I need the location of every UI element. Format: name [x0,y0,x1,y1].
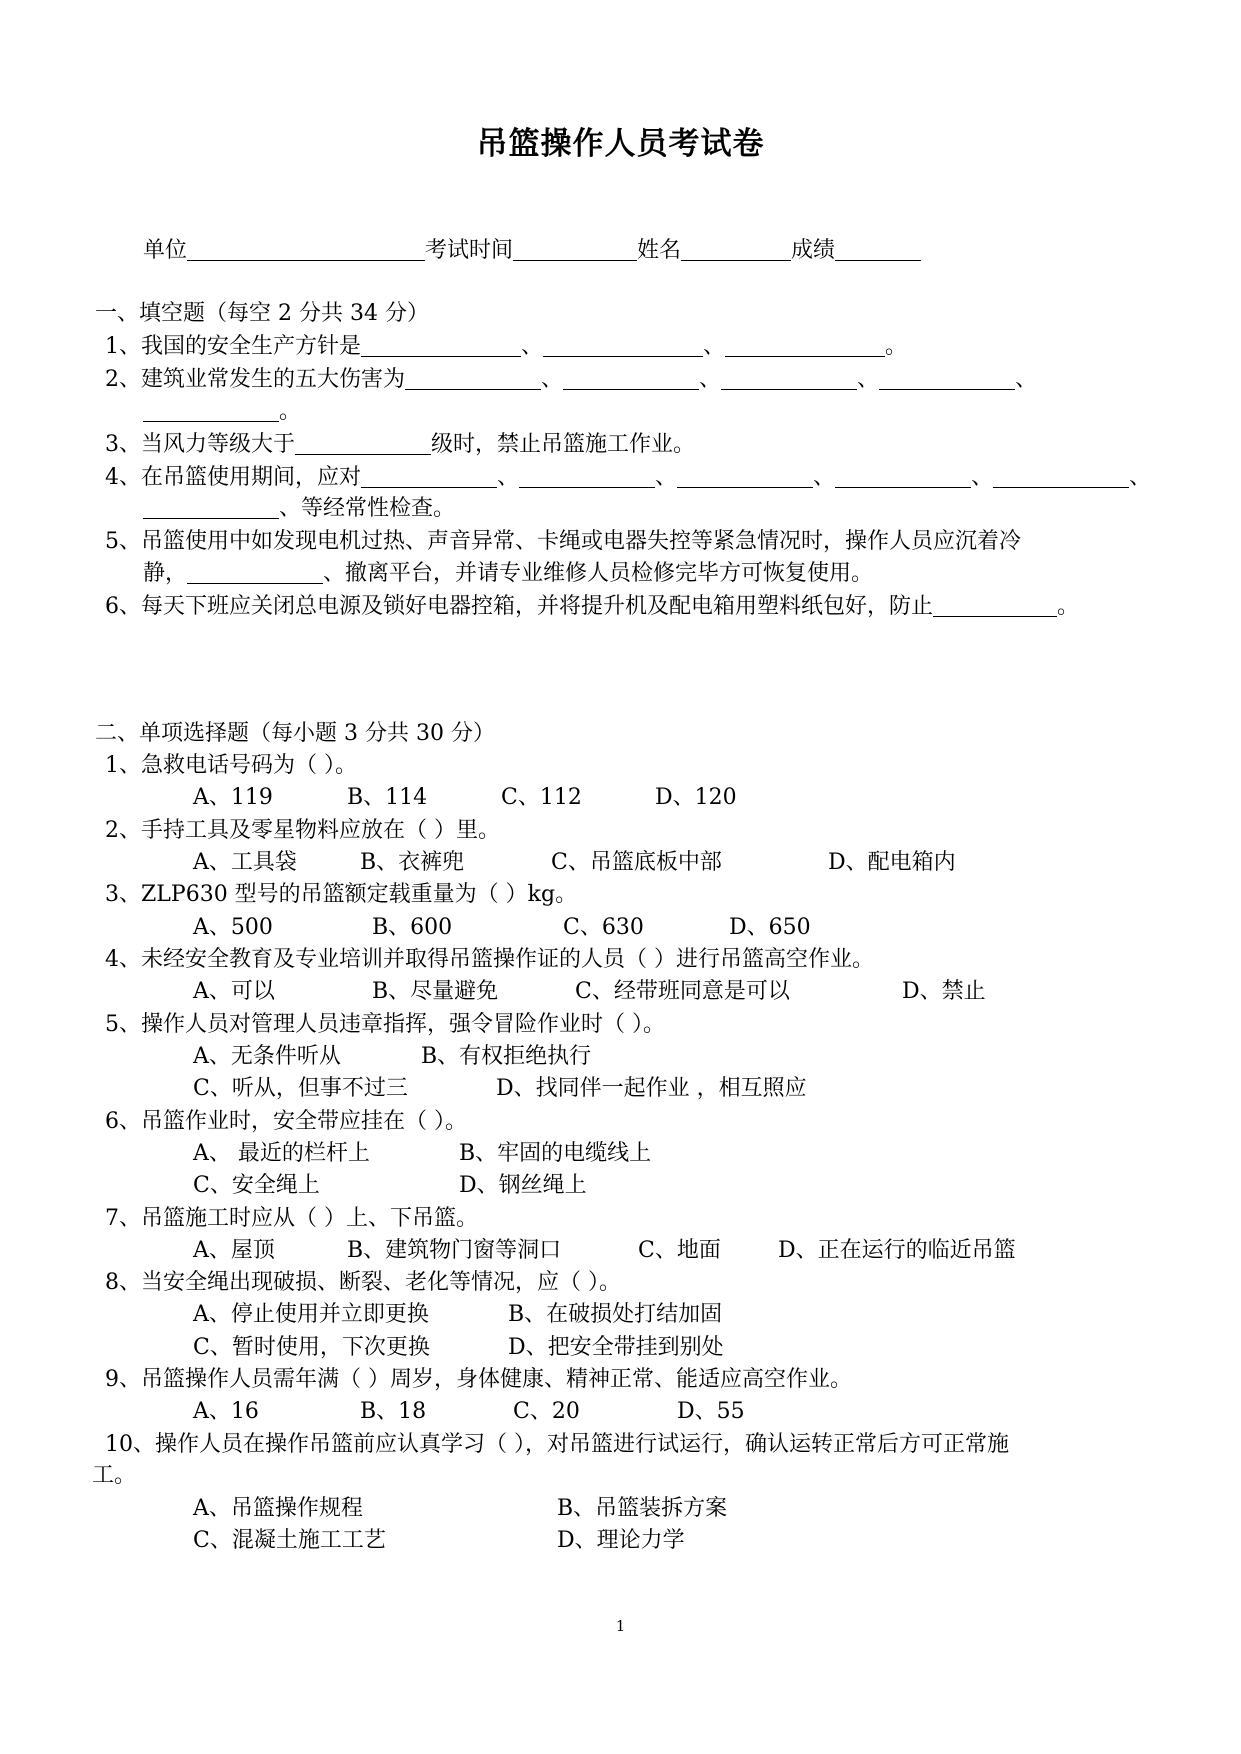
question-number: 4、 [105,465,141,490]
option[interactable]: D、正在运行的临近吊篮 [778,1238,1016,1263]
exam-time-field[interactable] [513,238,637,261]
answer-blank[interactable] [187,561,323,584]
s1-question-2 [105,365,1037,395]
option[interactable]: B、衣裤兜 [360,850,465,875]
option[interactable]: D、55 [677,1399,745,1424]
separator: 、 [1015,367,1038,392]
s1-question-6 [105,592,1079,622]
question-tail: 、撤离平台，并请专业维修人员检修完毕方可恢复使用。 [323,561,874,586]
unit-field[interactable] [187,238,425,261]
question-number: 5、 [105,529,141,554]
option[interactable]: C、暂时使用，下次更换 [193,1335,430,1360]
question-text: 未经安全教育及专业培训并取得吊篮操作证的人员（ ）进行吊篮高空作业。 [141,947,874,972]
separator: 、 [541,367,564,392]
option[interactable]: C、经带班同意是可以 [575,979,790,1004]
question-number: 6、 [105,1109,141,1134]
question-text: 建筑业常发生的五大伤害为 [141,367,406,392]
question-number: 4、 [105,947,141,972]
option[interactable]: A、屋顶 [193,1238,275,1263]
separator: 、 [1129,465,1152,490]
option[interactable]: B、吊篮装拆方案 [557,1496,728,1521]
option[interactable]: B、有权拒绝执行 [421,1044,592,1069]
question-text: 每天下班应关闭总电源及锁好电器控箱，并将提升机及配电箱用塑料纸包好，防止 [141,594,934,619]
option[interactable]: A、吊篮操作规程 [193,1496,363,1521]
s1-question-4 [105,463,1151,493]
question-number: 2、 [105,367,141,392]
end-mark: 。 [279,399,302,424]
answer-blank[interactable] [725,334,885,357]
option[interactable]: B、尽量避免 [372,979,499,1004]
answer-blank[interactable] [563,367,699,390]
answer-blank[interactable] [993,465,1129,488]
question-number: 2、 [105,818,141,843]
question-number: 7、 [105,1206,141,1231]
end-mark: 。 [885,334,908,359]
option[interactable]: B、建筑物门窗等洞口 [347,1238,562,1263]
question-number: 3、 [105,882,141,907]
question-text: 操作人员在操作吊篮前应认真学习（ ），对吊篮进行试运行，确认运转正常后方可正常施 [155,1432,1009,1457]
option[interactable]: D、钢丝绳上 [459,1173,587,1198]
option[interactable]: B、114 [347,785,428,810]
question-number: 1、 [105,334,141,359]
question-number: 1、 [105,753,141,778]
s1-question-1 [105,332,907,362]
question-text: 吊篮施工时应从（ ）上、下吊篮。 [141,1206,478,1231]
s2-question-9 [105,1365,852,1395]
s2-question-4 [105,945,874,975]
answer-blank[interactable] [143,399,279,422]
exam-time-label: 考试时间 [425,238,514,263]
separator: 、 [703,334,726,359]
option[interactable]: C、安全绳上 [193,1173,320,1198]
option[interactable]: C、听从，但事不过三 [193,1076,408,1101]
question-text: 操作人员对管理人员违章指挥，强令冒险作业时（ ）。 [141,1012,665,1037]
s1-question-5-cont [143,559,873,589]
option[interactable]: A、 最近的栏杆上 [193,1141,370,1166]
s1-question-3 [105,430,695,460]
name-label: 姓名 [637,238,682,263]
separator: 、 [521,334,544,359]
section1-heading: 一、填空题（每空 2 分共 34 分） [95,301,429,326]
unit-label: 单位 [143,238,188,263]
answer-blank[interactable] [933,594,1057,617]
answer-blank[interactable] [519,465,655,488]
option[interactable]: A、可以 [193,979,275,1004]
s2-question-1 [105,751,357,781]
question-text-cont: 静， [143,561,188,586]
answer-blank[interactable] [721,367,857,390]
option[interactable]: A、无条件听从 [193,1044,341,1069]
answer-blank[interactable] [295,432,431,455]
question-text: 急救电话号码为（ ）。 [141,753,357,778]
question-text: 当风力等级大于 [141,432,296,457]
question-text: 在吊篮使用期间，应对 [141,465,362,490]
separator: 、 [699,367,722,392]
end-mark: 。 [1057,594,1080,619]
question-number: 5、 [105,1012,141,1037]
option[interactable]: C、吊篮底板中部 [551,850,722,875]
option[interactable]: C、20 [513,1399,580,1424]
question-text: ZLP630 型号的吊篮额定载重量为（ ）kg。 [141,882,578,907]
info-line [143,236,921,266]
option[interactable]: D、禁止 [902,979,986,1004]
s2-question-2 [105,816,500,846]
answer-blank[interactable] [879,367,1015,390]
question-number: 10、 [105,1432,155,1457]
question-number: 6、 [105,594,141,619]
option[interactable]: B、在破损处打结加固 [508,1302,723,1327]
answer-blank[interactable] [143,496,279,519]
question-text: 当安全绳出现破损、断裂、老化等情况，应（ ）。 [141,1270,621,1295]
option[interactable]: B、牢固的电缆线上 [459,1141,652,1166]
name-field[interactable] [681,238,791,261]
score-label: 成绩 [791,238,836,263]
answer-blank[interactable] [543,334,703,357]
s1-question-5 [105,527,1021,557]
s1-question-4-cont [143,494,455,524]
option[interactable]: C、630 [563,915,644,940]
score-field[interactable] [835,238,921,261]
s2-question-5 [105,1010,665,1040]
option[interactable]: A、16 [193,1399,259,1424]
option[interactable]: C、地面 [638,1238,721,1263]
separator: 、 [655,465,678,490]
question-text: 吊篮作业时，安全带应挂在（ ）。 [141,1109,467,1134]
page-number: 1 [615,1617,626,1635]
option[interactable]: D、找同伴一起作业 ，相互照应 [496,1076,807,1101]
s2-question-10 [105,1430,1009,1460]
option[interactable]: A、500 [193,915,273,940]
option[interactable]: B、600 [372,915,453,940]
option[interactable]: A、工具袋 [193,850,297,875]
s2-question-10-cont: 工。 [92,1463,137,1488]
separator: 、 [813,465,836,490]
s2-question-6 [105,1107,467,1137]
section2-heading: 二、单项选择题（每小题 3 分共 30 分） [95,721,495,746]
option[interactable]: A、停止使用并立即更换 [193,1302,429,1327]
option[interactable]: D、650 [729,915,811,940]
question-tail: 、等经常性检查。 [279,496,456,521]
answer-blank[interactable] [405,367,541,390]
option[interactable]: A、119 [193,785,273,810]
option[interactable]: C、混凝土施工工艺 [193,1528,386,1553]
s1-question-2-cont [143,397,301,427]
separator: 、 [971,465,994,490]
page-title: 吊篮操作人员考试卷 [476,126,765,162]
option[interactable]: C、112 [501,785,582,810]
option[interactable]: D、配电箱内 [828,850,956,875]
question-tail: 级时，禁止吊篮施工作业。 [431,432,696,457]
option[interactable]: B、18 [360,1399,427,1424]
s2-question-7 [105,1204,478,1234]
s2-question-8 [105,1268,621,1298]
answer-blank[interactable] [677,465,813,488]
answer-blank[interactable] [361,334,521,357]
question-number: 9、 [105,1367,141,1392]
separator: 、 [857,367,880,392]
answer-blank[interactable] [361,465,497,488]
answer-blank[interactable] [835,465,971,488]
question-text: 吊篮使用中如发现电机过热、声音异常、卡绳或电器失控等紧急情况时，操作人员应沉着冷 [141,529,1022,554]
option[interactable]: D、把安全带挂到别处 [508,1335,724,1360]
question-number: 3、 [105,432,141,457]
question-text: 吊篮操作人员需年满（ ）周岁，身体健康、精神正常、能适应高空作业。 [141,1367,852,1392]
option[interactable]: D、理论力学 [557,1528,685,1553]
option[interactable]: D、120 [655,785,737,810]
question-text: 手持工具及零星物料应放在（ ）里。 [141,818,500,843]
question-text: 我国的安全生产方针是 [141,334,362,359]
separator: 、 [497,465,520,490]
s2-question-3 [105,880,577,910]
question-number: 8、 [105,1270,141,1295]
